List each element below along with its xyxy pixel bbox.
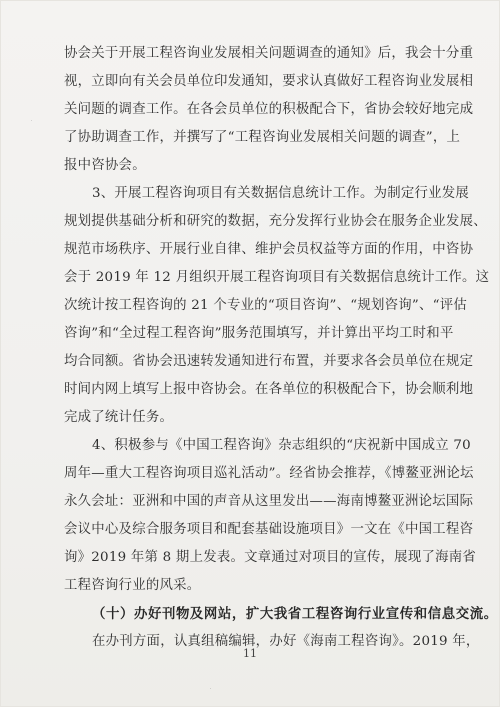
page-number: 11 [243,647,257,660]
body-line-14: 完成了统计任务。 [64,410,174,425]
body-line-9: 会于 2019 年 12 月组织开展工程咨询项目有关数据信息统计工作。这 [64,270,490,285]
scan-speck [472,520,473,521]
body-line-4: 了协助调查工作，并撰写了“工程咨询业发展相关问题的调查”，上 [64,130,461,145]
body-line-16: 周年—重大工程咨询项目巡礼活动”。经省协会推荐，《博鳌亚洲论坛 [64,466,474,481]
scan-speck [210,688,211,689]
body-line-2: 视，立即向有关会员单位印发通知，要求认真做好工程咨询业发展相 [64,74,474,89]
body-line-11: 咨询”和“全过程工程咨询”服务范围填写，并计算出平均工时和平 [64,326,454,341]
body-line-1: 协会关于开展工程咨询业发展相关问题调查的通知》后，我会十分重 [64,46,474,61]
body-line-13: 时间内网上填写上报中咨协会。在各单位的积极配合下，协会顺利地 [64,382,474,397]
body-line-3: 关问题的调查工作。在各会员单位的积极配合下，省协会较好地完成 [64,102,474,117]
section-heading-ten: （十）办好刊物及网站，扩大我省工程咨询行业宣传和信息交流。 [92,606,498,622]
scan-speck [466,198,467,199]
body-line-22: 在办刊方面，认真组稿编辑，办好《海南工程咨询》。2019 年， [92,634,480,649]
item-4-first-line: 4、积极参与《中国工程咨询》杂志组织的“庆祝新中国成立 70 [92,438,471,453]
body-line-12: 均合同额。省协会迅速转发通知进行布置，并要求各会员单位在规定 [64,354,474,369]
scan-speck [31,120,32,121]
body-line-17: 永久会址：亚洲和中国的声音从这里发出——海南博鳌亚洲论坛国际 [64,494,474,509]
body-line-20: 工程咨询行业的风采。 [64,578,201,593]
item-3-first-line: 3、开展工程咨询项目有关数据信息统计工作。为制定行业发展 [92,186,470,201]
body-line-18: 会议中心及综合服务项目和配套基础设施项目》一文在《中国工程咨 [64,522,474,537]
body-line-7: 规划提供基础分析和研究的数据，充分发挥行业协会在服务企业发展、 [64,214,487,229]
body-line-10: 次统计按工程咨询的 21 个专业的“项目咨询”、“规划咨询”、“评估 [64,298,468,313]
body-line-5: 报中咨协会。 [64,158,146,173]
body-line-8: 规范市场秩序、开展行业自律、维护会员权益等方面的作用，中咨协 [64,242,474,257]
body-line-19: 询》2019 年第 8 期上发表。文章通过对项目的宣传，展现了海南省 [64,550,477,565]
